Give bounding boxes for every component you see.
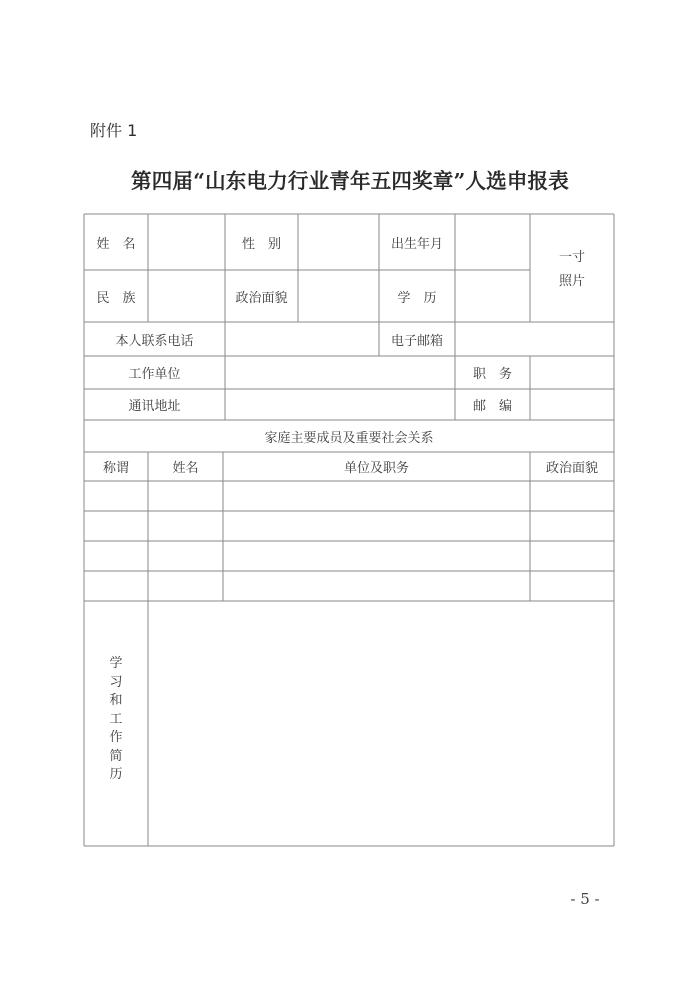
resume-label bbox=[84, 655, 148, 785]
name-label: 姓 名 bbox=[96, 236, 136, 252]
family-section-title: 家庭主要成员及重要社会关系 bbox=[264, 430, 434, 446]
resume-field[interactable] bbox=[148, 601, 614, 846]
attachment-label: 附件 1 bbox=[90, 121, 138, 140]
photo-label-line2: 照片 bbox=[558, 274, 585, 289]
family-col-relation: 称谓 bbox=[102, 461, 129, 476]
birth-label: 出生年月 bbox=[390, 236, 443, 252]
resume-label-char: 习 bbox=[109, 674, 123, 690]
family-row[interactable] bbox=[84, 571, 614, 601]
email-field[interactable] bbox=[455, 322, 614, 356]
resume-label-char: 历 bbox=[109, 767, 123, 782]
photo-placeholder[interactable] bbox=[530, 246, 614, 294]
name-field[interactable] bbox=[148, 214, 225, 270]
resume-label-char: 作 bbox=[109, 730, 123, 745]
resume-label-char: 和 bbox=[109, 693, 123, 708]
position-field[interactable] bbox=[530, 356, 614, 389]
employer-label: 工作单位 bbox=[128, 367, 181, 382]
position-label: 职 务 bbox=[472, 367, 512, 382]
family-col-political: 政治面貌 bbox=[545, 461, 598, 476]
political-label: 政治面貌 bbox=[235, 290, 288, 306]
employer-field[interactable] bbox=[225, 356, 455, 389]
family-row[interactable] bbox=[84, 511, 614, 541]
postcode-label: 邮 编 bbox=[472, 399, 512, 414]
resume-label-char: 工 bbox=[109, 711, 123, 727]
family-col-unit: 单位及职务 bbox=[343, 461, 409, 476]
resume-label-char: 简 bbox=[109, 748, 123, 764]
resume-label-char: 学 bbox=[109, 656, 123, 671]
email-label: 电子邮箱 bbox=[390, 333, 443, 349]
postcode-field[interactable] bbox=[530, 389, 614, 420]
photo-label-line1: 一寸 bbox=[558, 250, 585, 265]
ethnicity-field[interactable] bbox=[148, 270, 225, 322]
gender-label: 性 别 bbox=[241, 236, 281, 252]
address-label: 通讯地址 bbox=[128, 399, 181, 414]
family-row[interactable] bbox=[84, 481, 614, 511]
address-field[interactable] bbox=[225, 389, 455, 420]
page-number: - 5 - bbox=[570, 890, 600, 908]
phone-label: 本人联系电话 bbox=[115, 333, 194, 349]
birth-field[interactable] bbox=[455, 214, 530, 270]
gender-field[interactable] bbox=[298, 214, 379, 270]
family-col-name: 姓名 bbox=[172, 461, 199, 476]
education-label: 学 历 bbox=[397, 290, 437, 306]
phone-field[interactable] bbox=[225, 322, 379, 356]
education-field[interactable] bbox=[455, 270, 530, 322]
political-field[interactable] bbox=[298, 270, 379, 322]
document-title: 第四届“山东电力行业青年五四奖章”人选申报表 bbox=[131, 169, 569, 193]
family-row[interactable] bbox=[84, 541, 614, 571]
ethnicity-label: 民 族 bbox=[96, 290, 136, 306]
